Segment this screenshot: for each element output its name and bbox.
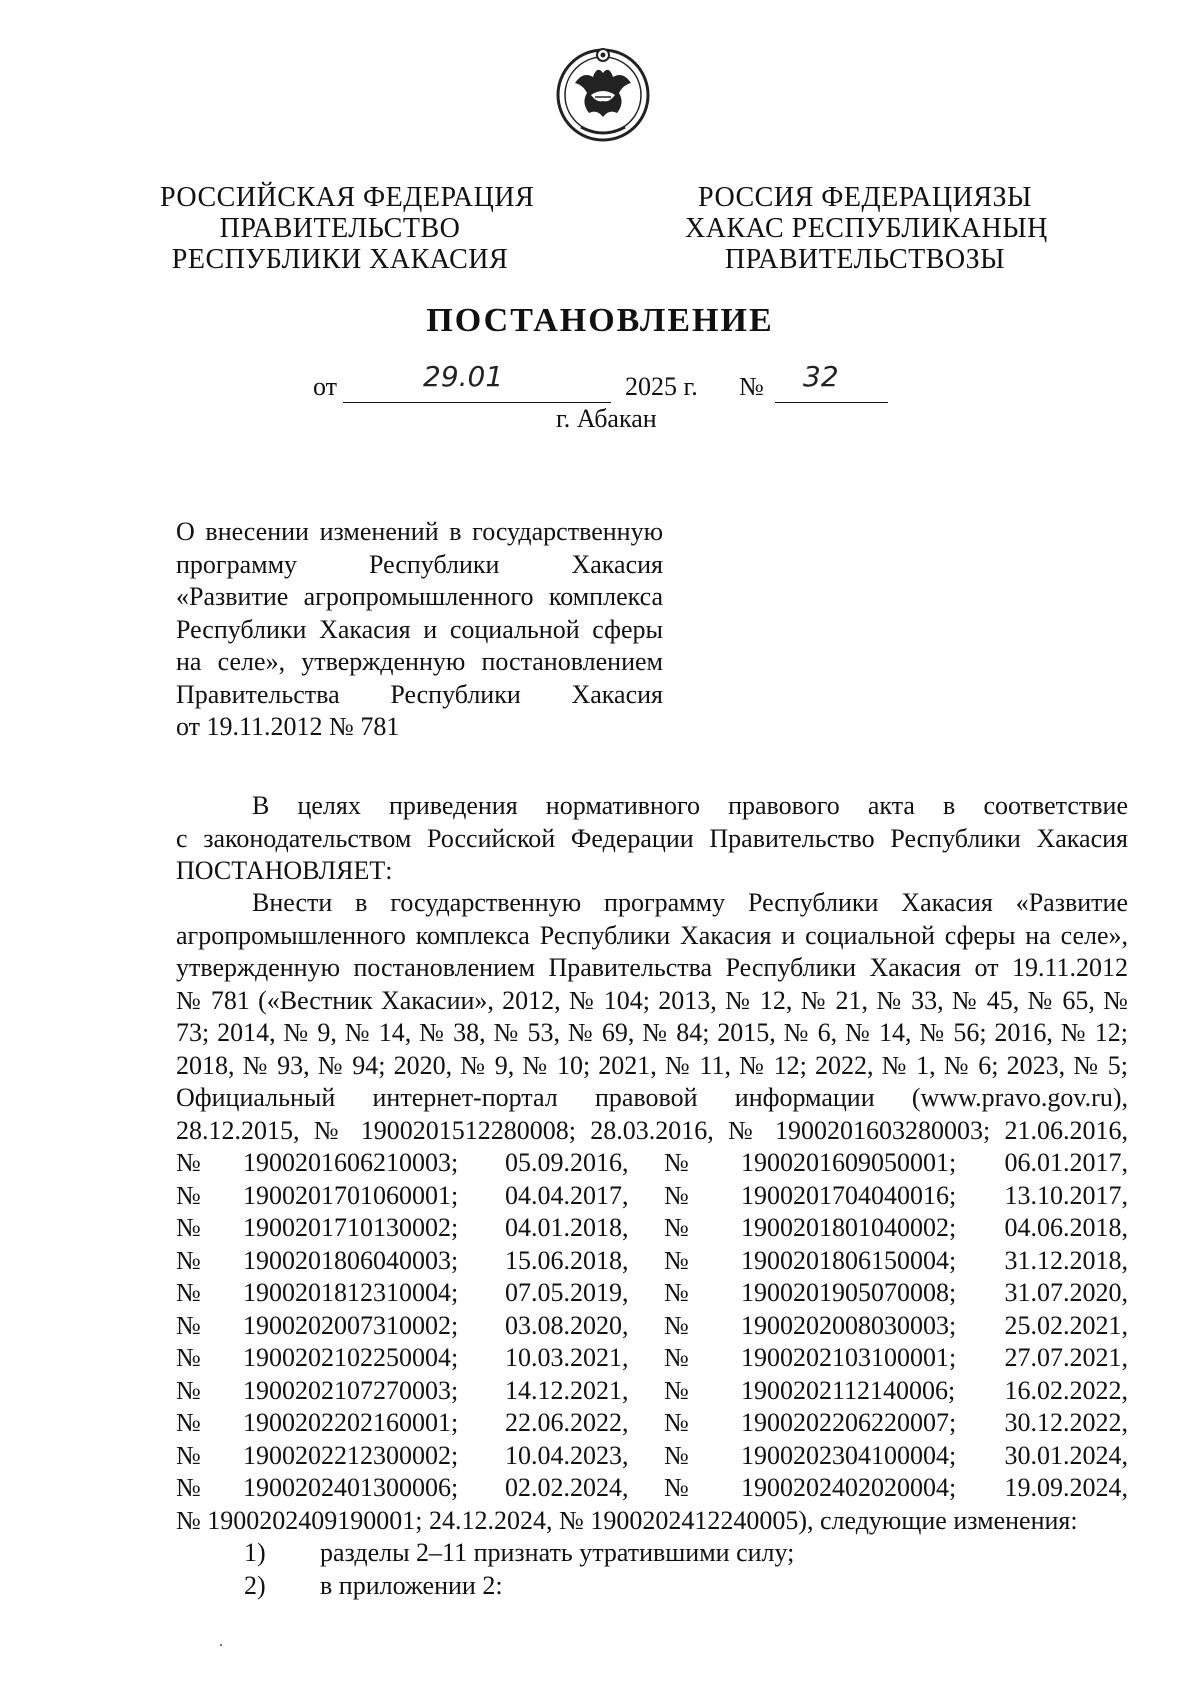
ref-number-sign: № [664,1180,689,1210]
ref-date: 04.04.2017, [505,1180,629,1210]
reference-row [176,1472,1128,1505]
subject-line: «Развитие агропромышленного комплекса [176,582,663,611]
ref-number-sign: № [664,1148,689,1177]
header-khakas [685,182,1048,275]
ref-registration-number: 1900201812310004; [243,1278,459,1307]
ref-number-sign: № [664,1245,689,1275]
reference-row [176,1277,1128,1310]
closing-line: № 1900202409190001; 24.12.2024, № 1900202412240005), следующие изменения: [176,1505,1078,1535]
ref-registration-number: 1900202008030003; [741,1310,957,1340]
ref-date: 22.06.2022, [505,1408,629,1437]
ref-date: 16.02.2022, [1004,1375,1128,1405]
ref-number-sign: № [176,1408,201,1437]
subject-line: программу Республики Хакасия [176,549,663,579]
header-left-line: ПРАВИТЕЛЬСТВО [219,213,461,244]
ref-registration-number: 1900201806040003; [243,1245,459,1275]
header-right-line: РОССИЯ ФЕДЕРАЦИЯЗЫ [698,182,1032,213]
subject-line: Республики Хакасия и социальной сферы [176,614,663,644]
handwritten-number: 32 [803,360,839,393]
main-line: № 781 («Вестник Хакасии», 2012, № 104; 2013, № 12, № 21, № 33, № 45, № 65, № [176,985,1128,1015]
ref-number-sign: № [664,1278,689,1307]
reference-row [176,1180,1128,1213]
reference-row [176,1310,1128,1343]
ref-date: 02.02.2024, [505,1473,629,1502]
main-line: 28.12.2015, № 1900201512280008; 28.03.2016, № 1900201603280003; 21.06.2016, [176,1115,1128,1145]
ref-date: 31.07.2020, [1004,1278,1128,1307]
dateline-number-sign: № [739,372,764,401]
subject-line: Правительства Республики Хакасия [176,679,663,709]
ref-number-sign: № [176,1278,201,1307]
main-line: агропромышленного комплекса Республики Хакасия и социальной сферы на селе», [176,920,1128,950]
ref-registration-number: 1900202304100004; [741,1440,957,1470]
ref-number-sign: № [176,1343,201,1372]
reference-rows [176,1147,1128,1505]
ref-number-sign: № [664,1213,689,1242]
ref-number-sign: № [176,1375,201,1405]
main-line: 2018, № 93, № 94; 2020, № 9, № 10; 2021, № 11, № 12; 2022, № 1, № 6; 2023, № 5; [176,1050,1128,1080]
ref-number-sign: № [176,1213,201,1242]
subject-block [176,516,663,744]
ref-number-sign: № [176,1473,201,1502]
ref-date: 31.12.2018, [1004,1245,1128,1275]
list-item-text: в приложении 2: [320,1570,503,1600]
ref-registration-number: 1900201801040002; [741,1213,957,1242]
ref-number-sign: № [176,1440,201,1470]
ref-registration-number: 1900201609050001; [741,1148,957,1177]
ref-date: 30.12.2022, [1004,1408,1128,1437]
main-paragraph [176,887,1128,1602]
reference-row [176,1147,1128,1180]
ref-date: 04.01.2018, [505,1213,629,1242]
header-right-line: ПРАВИТЕЛЬСТВОЗЫ [724,244,1006,275]
ref-number-sign: № [664,1343,689,1372]
ref-date: 10.04.2023, [505,1440,629,1470]
main-line: 73; 2014, № 9, № 14, № 38, № 53, № 69, № 84; 2015, № 6, № 14, № 56; 2016, № 12; [176,1018,1128,1047]
ref-date: 19.09.2024, [1004,1473,1128,1502]
document-title: ПОСТАНОВЛЕНИЕ [426,302,774,339]
header-russian [160,182,535,275]
ref-registration-number: 1900202402020004; [741,1473,957,1502]
ref-registration-number: 1900201710130002; [243,1213,459,1242]
ref-date: 27.07.2021, [1004,1343,1128,1372]
list-item-number: 1) [244,1538,266,1567]
ref-number-sign: № [176,1310,201,1340]
ref-registration-number: 1900202007310002; [243,1310,459,1340]
reference-row [176,1212,1128,1245]
ref-registration-number: 1900202401300006; [243,1473,459,1502]
list-item [176,1570,1128,1603]
reference-row [176,1342,1128,1375]
ref-number-sign: № [664,1473,689,1502]
ref-date: 13.10.2017, [1004,1180,1128,1210]
ref-date: 04.06.2018, [1004,1213,1128,1242]
dateline-year: 2025 г. [625,372,698,401]
preamble-line: В целях приведения нормативного правового акта в соответствие [252,791,1128,820]
ref-registration-number: 1900201606210003; [243,1148,459,1177]
ref-date: 03.08.2020, [505,1310,629,1340]
ref-date: 30.01.2024, [1004,1440,1128,1470]
ref-date: 14.12.2021, [505,1375,629,1405]
ref-number-sign: № [176,1180,201,1210]
ref-date: 15.06.2018, [505,1245,629,1275]
ref-number-sign: № [664,1310,689,1340]
main-line: Официальный интернет-портал правовой информации (www.pravo.gov.ru), [176,1083,1128,1112]
coat-of-arms-emblem [553,43,653,143]
ref-registration-number: 1900202107270003; [243,1375,459,1405]
reference-row [176,1407,1128,1440]
list-item-text: разделы 2–11 признать утратившими силу; [320,1538,795,1567]
main-line: утвержденную постановлением Правительства Республики Хакасия от 19.11.2012 [176,953,1128,982]
ref-date: 10.03.2021, [505,1343,629,1372]
handwritten-date: 29.01 [423,360,504,393]
ref-registration-number: 1900201704040016; [741,1180,957,1210]
ref-date: 25.02.2021, [1004,1310,1128,1340]
ref-registration-number: 1900202102250004; [243,1343,459,1372]
header-right-line: ХАКАС РЕСПУБЛИКАНЫҢ [685,213,1048,244]
city-name: г. Абакан [556,404,657,433]
ref-number-sign: № [176,1148,201,1177]
list-item [176,1537,1128,1570]
ref-date: 07.05.2019, [505,1278,629,1307]
header-left-line: РОССИЙСКАЯ ФЕДЕРАЦИЯ [160,182,535,213]
ref-number-sign: № [664,1408,689,1437]
ref-registration-number: 1900202202160001; [243,1408,459,1437]
ref-registration-number: 1900202212300002; [243,1440,459,1470]
ref-number-sign: № [664,1375,689,1405]
ref-registration-number: 1900202103100001; [741,1343,957,1372]
preamble [176,790,1128,888]
reference-row [176,1440,1128,1473]
ref-registration-number: 1900202112140006; [741,1375,956,1405]
dateline-prefix: от [313,372,338,401]
preamble-line: ПОСТАНОВЛЯЕТ: [176,856,393,885]
ref-registration-number: 1900201905070008; [741,1278,957,1307]
ref-registration-number: 1900201806150004; [741,1245,957,1275]
reference-row [176,1375,1128,1408]
ref-registration-number: 1900202206220007; [741,1408,957,1437]
header-left-line: РЕСПУБЛИКИ ХАКАСИЯ [171,244,509,275]
subject-line: О внесении изменений в государственную [176,517,663,546]
ref-registration-number: 1900201701060001; [243,1180,459,1210]
ref-date: 05.09.2016, [505,1148,629,1177]
ref-date: 06.01.2017, [1004,1148,1128,1177]
preamble-line: с законодательством Российской Федерации Правительство Республики Хакасия [176,823,1128,853]
scan-speck [220,1644,222,1646]
subject-line: на селе», утвержденную постановлением [176,647,663,676]
list-item-number: 2) [244,1570,266,1600]
ref-number-sign: № [664,1440,689,1470]
reference-row [176,1245,1128,1278]
main-line: Внести в государственную программу Республики Хакасия «Развитие [252,888,1128,917]
ref-number-sign: № [176,1245,201,1275]
subject-line: от 19.11.2012 № 781 [176,712,400,741]
